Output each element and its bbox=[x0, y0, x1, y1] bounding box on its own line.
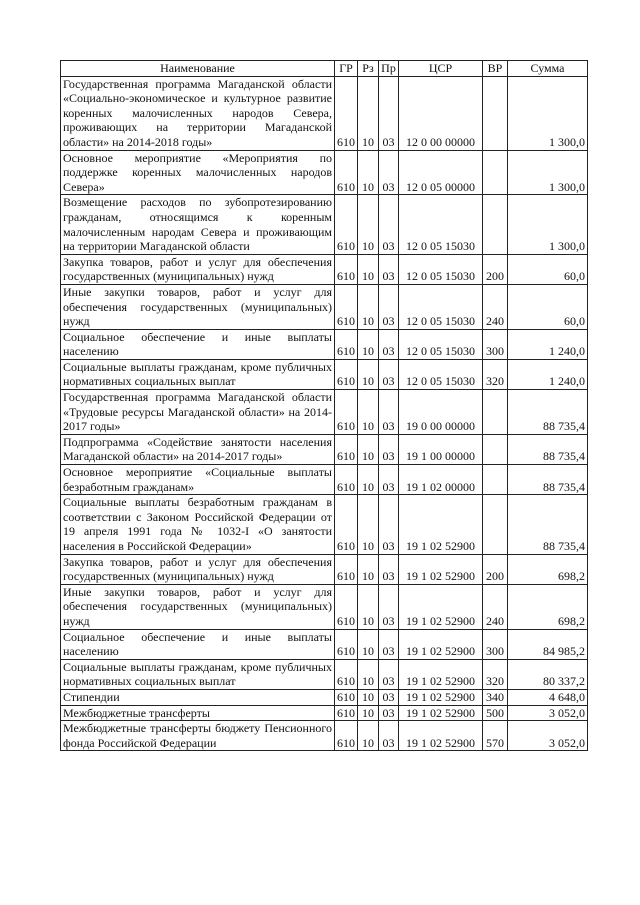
cell-name: Социальные выплаты гражданам, кроме публичных нормативных социальных выплат bbox=[61, 659, 335, 689]
cell-sum: 88 735,4 bbox=[508, 390, 588, 435]
cell-pr: 03 bbox=[379, 584, 399, 629]
cell-name: Межбюджетные трансферты бюджету Пенсионного фонда Российской Федерации bbox=[61, 721, 335, 751]
cell-vr: 240 bbox=[483, 584, 508, 629]
cell-csr: 12 0 05 15030 bbox=[399, 284, 483, 329]
table-row bbox=[61, 689, 588, 705]
table-row bbox=[61, 195, 588, 254]
col-header-rz: Рз bbox=[358, 61, 379, 77]
cell-csr: 12 0 05 15030 bbox=[399, 195, 483, 254]
cell-pr: 03 bbox=[379, 434, 399, 464]
cell-sum: 698,2 bbox=[508, 554, 588, 584]
col-header-name: Наименование bbox=[61, 61, 335, 77]
cell-vr: 320 bbox=[483, 359, 508, 389]
cell-csr: 19 0 00 00000 bbox=[399, 390, 483, 435]
cell-name: Социальные выплаты гражданам, кроме публичных нормативных социальных выплат bbox=[61, 359, 335, 389]
cell-csr: 19 1 02 52900 bbox=[399, 554, 483, 584]
cell-vr bbox=[483, 390, 508, 435]
cell-gr: 610 bbox=[335, 465, 358, 495]
cell-gr: 610 bbox=[335, 195, 358, 254]
cell-rz: 10 bbox=[358, 705, 379, 721]
cell-vr: 300 bbox=[483, 329, 508, 359]
cell-rz: 10 bbox=[358, 659, 379, 689]
cell-csr: 19 1 02 52900 bbox=[399, 705, 483, 721]
table-row bbox=[61, 705, 588, 721]
table-row bbox=[61, 721, 588, 751]
cell-pr: 03 bbox=[379, 554, 399, 584]
cell-name: Стипендии bbox=[61, 689, 335, 705]
table-body bbox=[61, 76, 588, 751]
cell-gr: 610 bbox=[335, 254, 358, 284]
cell-sum: 60,0 bbox=[508, 254, 588, 284]
col-header-sum: Сумма bbox=[508, 61, 588, 77]
col-header-pr: Пр bbox=[379, 61, 399, 77]
cell-pr: 03 bbox=[379, 659, 399, 689]
col-header-vr: ВР bbox=[483, 61, 508, 77]
cell-csr: 19 1 02 52900 bbox=[399, 584, 483, 629]
table-row bbox=[61, 76, 588, 150]
cell-name: Основное мероприятие «Социальные выплаты безработным гражданам» bbox=[61, 465, 335, 495]
cell-vr bbox=[483, 195, 508, 254]
cell-name: Основное мероприятие «Мероприятия по поддержке коренных малочисленных народов Севера» bbox=[61, 150, 335, 195]
cell-gr: 610 bbox=[335, 629, 358, 659]
cell-sum: 1 300,0 bbox=[508, 76, 588, 150]
cell-rz: 10 bbox=[358, 284, 379, 329]
cell-gr: 610 bbox=[335, 390, 358, 435]
cell-pr: 03 bbox=[379, 495, 399, 554]
cell-gr: 610 bbox=[335, 329, 358, 359]
cell-gr: 610 bbox=[335, 359, 358, 389]
cell-rz: 10 bbox=[358, 434, 379, 464]
cell-csr: 19 1 02 52900 bbox=[399, 721, 483, 751]
cell-pr: 03 bbox=[379, 284, 399, 329]
cell-rz: 10 bbox=[358, 329, 379, 359]
table-row bbox=[61, 329, 588, 359]
cell-pr: 03 bbox=[379, 689, 399, 705]
cell-name: Иные закупки товаров, работ и услуг для обеспечения государственных (муниципальных) нужд bbox=[61, 284, 335, 329]
cell-gr: 610 bbox=[335, 554, 358, 584]
cell-csr: 12 0 05 15030 bbox=[399, 359, 483, 389]
cell-rz: 10 bbox=[358, 584, 379, 629]
cell-vr bbox=[483, 495, 508, 554]
cell-rz: 10 bbox=[358, 495, 379, 554]
col-header-gr: ГР bbox=[335, 61, 358, 77]
cell-sum: 4 648,0 bbox=[508, 689, 588, 705]
cell-sum: 3 052,0 bbox=[508, 705, 588, 721]
cell-sum: 88 735,4 bbox=[508, 434, 588, 464]
table-row bbox=[61, 359, 588, 389]
cell-pr: 03 bbox=[379, 705, 399, 721]
cell-sum: 3 052,0 bbox=[508, 721, 588, 751]
cell-gr: 610 bbox=[335, 705, 358, 721]
cell-pr: 03 bbox=[379, 254, 399, 284]
cell-name: Государственная программа Магаданской области «Социально-экономическое и культурное развитие коренных малочисленных народов Севера, проживающих на территории Магаданской области» на 2014-2018 годы» bbox=[61, 76, 335, 150]
cell-csr: 19 1 02 52900 bbox=[399, 689, 483, 705]
cell-vr bbox=[483, 76, 508, 150]
cell-csr: 19 1 02 52900 bbox=[399, 629, 483, 659]
table-row bbox=[61, 284, 588, 329]
cell-gr: 610 bbox=[335, 689, 358, 705]
table-row bbox=[61, 554, 588, 584]
cell-name: Социальное обеспечение и иные выплаты населению bbox=[61, 329, 335, 359]
budget-table bbox=[60, 60, 588, 751]
cell-vr: 500 bbox=[483, 705, 508, 721]
cell-rz: 10 bbox=[358, 76, 379, 150]
cell-rz: 10 bbox=[358, 390, 379, 435]
cell-gr: 610 bbox=[335, 495, 358, 554]
cell-sum: 1 300,0 bbox=[508, 150, 588, 195]
cell-pr: 03 bbox=[379, 150, 399, 195]
cell-vr: 300 bbox=[483, 629, 508, 659]
cell-gr: 610 bbox=[335, 584, 358, 629]
table-row bbox=[61, 584, 588, 629]
cell-rz: 10 bbox=[358, 359, 379, 389]
cell-pr: 03 bbox=[379, 359, 399, 389]
cell-csr: 12 0 05 00000 bbox=[399, 150, 483, 195]
cell-csr: 19 1 02 52900 bbox=[399, 659, 483, 689]
cell-csr: 12 0 00 00000 bbox=[399, 76, 483, 150]
cell-name: Социальное обеспечение и иные выплаты населению bbox=[61, 629, 335, 659]
cell-vr bbox=[483, 465, 508, 495]
cell-rz: 10 bbox=[358, 689, 379, 705]
table-row bbox=[61, 434, 588, 464]
cell-vr bbox=[483, 150, 508, 195]
cell-pr: 03 bbox=[379, 329, 399, 359]
table-row bbox=[61, 390, 588, 435]
cell-pr: 03 bbox=[379, 629, 399, 659]
cell-vr: 570 bbox=[483, 721, 508, 751]
cell-rz: 10 bbox=[358, 150, 379, 195]
cell-gr: 610 bbox=[335, 76, 358, 150]
cell-name: Подпрограмма «Содействие занятости населения Магаданской области» на 2014-2017 годы» bbox=[61, 434, 335, 464]
table-header-row bbox=[61, 61, 588, 77]
cell-pr: 03 bbox=[379, 721, 399, 751]
cell-csr: 19 1 02 00000 bbox=[399, 465, 483, 495]
cell-sum: 60,0 bbox=[508, 284, 588, 329]
cell-vr: 240 bbox=[483, 284, 508, 329]
cell-pr: 03 bbox=[379, 390, 399, 435]
table-row bbox=[61, 150, 588, 195]
cell-vr bbox=[483, 434, 508, 464]
cell-pr: 03 bbox=[379, 195, 399, 254]
table-row bbox=[61, 465, 588, 495]
cell-sum: 88 735,4 bbox=[508, 495, 588, 554]
cell-gr: 610 bbox=[335, 659, 358, 689]
cell-sum: 84 985,2 bbox=[508, 629, 588, 659]
table-row bbox=[61, 254, 588, 284]
cell-sum: 1 300,0 bbox=[508, 195, 588, 254]
cell-vr: 340 bbox=[483, 689, 508, 705]
cell-name: Возмещение расходов по зубопротезированию гражданам, относящимся к коренным малочисленным народам Севера и проживающим на территории Магаданской области bbox=[61, 195, 335, 254]
cell-gr: 610 bbox=[335, 284, 358, 329]
table-row bbox=[61, 495, 588, 554]
cell-sum: 80 337,2 bbox=[508, 659, 588, 689]
cell-gr: 610 bbox=[335, 150, 358, 195]
col-header-csr: ЦСР bbox=[399, 61, 483, 77]
cell-csr: 19 1 00 00000 bbox=[399, 434, 483, 464]
cell-sum: 1 240,0 bbox=[508, 359, 588, 389]
cell-rz: 10 bbox=[358, 554, 379, 584]
cell-csr: 19 1 02 52900 bbox=[399, 495, 483, 554]
table-row bbox=[61, 629, 588, 659]
cell-vr: 200 bbox=[483, 554, 508, 584]
cell-name: Иные закупки товаров, работ и услуг для обеспечения государственных (муниципальных) нужд bbox=[61, 584, 335, 629]
cell-csr: 12 0 05 15030 bbox=[399, 254, 483, 284]
cell-gr: 610 bbox=[335, 721, 358, 751]
cell-vr: 200 bbox=[483, 254, 508, 284]
cell-name: Государственная программа Магаданской области «Трудовые ресурсы Магаданской области» на 2014-2017 годы» bbox=[61, 390, 335, 435]
budget-table-page bbox=[60, 60, 587, 751]
cell-rz: 10 bbox=[358, 629, 379, 659]
cell-pr: 03 bbox=[379, 465, 399, 495]
cell-rz: 10 bbox=[358, 254, 379, 284]
cell-rz: 10 bbox=[358, 195, 379, 254]
cell-name: Закупка товаров, работ и услуг для обеспечения государственных (муниципальных) нужд bbox=[61, 554, 335, 584]
cell-name: Закупка товаров, работ и услуг для обеспечения государственных (муниципальных) нужд bbox=[61, 254, 335, 284]
cell-csr: 12 0 05 15030 bbox=[399, 329, 483, 359]
table-row bbox=[61, 659, 588, 689]
cell-sum: 698,2 bbox=[508, 584, 588, 629]
cell-pr: 03 bbox=[379, 76, 399, 150]
cell-name: Социальные выплаты безработным гражданам в соответствии с Законом Российской Федерации от 19 апреля 1991 года № 1032-I «О занятости населения в Российской Федерации» bbox=[61, 495, 335, 554]
cell-name: Межбюджетные трансферты bbox=[61, 705, 335, 721]
cell-rz: 10 bbox=[358, 721, 379, 751]
cell-sum: 1 240,0 bbox=[508, 329, 588, 359]
cell-rz: 10 bbox=[358, 465, 379, 495]
cell-vr: 320 bbox=[483, 659, 508, 689]
cell-sum: 88 735,4 bbox=[508, 465, 588, 495]
cell-gr: 610 bbox=[335, 434, 358, 464]
